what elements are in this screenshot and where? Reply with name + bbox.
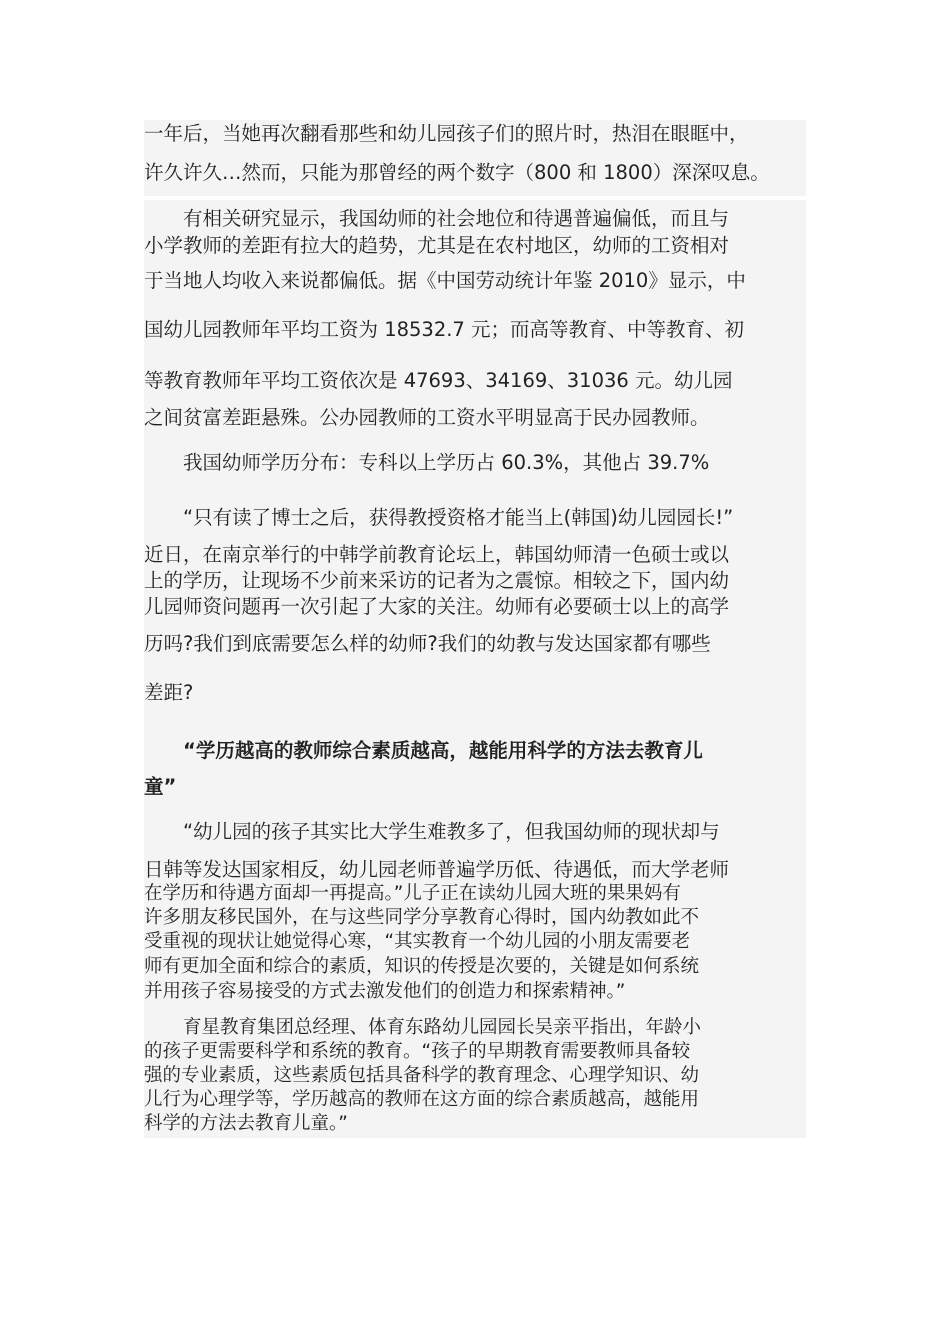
- quote-line: “只有读了博士之后，获得教授资格才能当上(韩国)幼儿园园长!”: [183, 506, 734, 529]
- paragraph-line: 历吗?我们到底需要怎么样的幼师?我们的幼教与发达国家都有哪些: [144, 632, 711, 655]
- paragraph-line: 我国幼师学历分布：专科以上学历占 60.3%，其他占 39.7%: [183, 451, 710, 474]
- paragraph-line: 儿园师资问题再一次引起了大家的关注。幼师有必要硕士以上的高学: [144, 595, 730, 618]
- paragraph-line: 之间贫富差距悬殊。公办园教师的工资水平明显高于民办园教师。: [144, 406, 710, 429]
- paragraph-line: 近日，在南京举行的中韩学前教育论坛上，韩国幼师清一色硕士或以: [144, 543, 730, 566]
- paragraph-line: 并用孩子容易接受的方式去激发他们的创造力和探索精神。”: [144, 981, 626, 1002]
- paragraph-line: 国幼儿园教师年平均工资为 18532.7 元；而高等教育、中等教育、初: [144, 318, 745, 341]
- paragraph-line: 小学教师的差距有拉大的趋势，尤其是在农村地区，幼师的工资相对: [144, 234, 730, 257]
- paragraph-line: 在学历和待遇方面却一再提高。”儿子正在读幼儿园大班的果果妈有: [144, 883, 681, 904]
- paragraph-line: 一年后，当她再次翻看那些和幼儿园孩子们的照片时，热泪在眼眶中，: [144, 122, 749, 145]
- paragraph-line: 于当地人均收入来说都偏低。据《中国劳动统计年鉴 2010》显示，中: [144, 269, 746, 292]
- section-heading: 童”: [144, 775, 177, 798]
- paragraph-line: 儿行为心理学等，学历越高的教师在这方面的综合素质越高，越能用: [144, 1089, 700, 1110]
- paragraph-line: 科学的方法去教育儿童。”: [144, 1113, 348, 1134]
- paragraph-line: 差距?: [144, 681, 194, 704]
- paragraph-line: 许久许久…然而，只能为那曾经的两个数字（800 和 1800）深深叹息。: [144, 161, 770, 184]
- paragraph-line: 受重视的现状让她觉得心寒，“其实教育一个幼儿园的小朋友需要老: [144, 931, 691, 952]
- paragraph-line: “幼儿园的孩子其实比大学生难教多了，但我国幼师的现状却与: [183, 820, 720, 843]
- paragraph-line: 的孩子更需要科学和系统的教育。“孩子的早期教育需要教师具备较: [144, 1041, 691, 1062]
- section-heading: “学历越高的教师综合素质越高，越能用科学的方法去教育儿: [183, 739, 703, 762]
- paragraph-line: 上的学历，让现场不少前来采访的记者为之震惊。相较之下，国内幼: [144, 569, 730, 592]
- paragraph-line: 许多朋友移民国外，在与这些同学分享教育心得时，国内幼教如此不: [144, 907, 700, 928]
- paragraph-line: 等教育教师年平均工资依次是 47693、34169、31036 元。幼儿园: [144, 369, 733, 392]
- paragraph-line: 强的专业素质，这些素质包括具备科学的教育理念、心理学知识、幼: [144, 1065, 700, 1086]
- paragraph-line: 师有更加全面和综合的素质，知识的传授是次要的，关键是如何系统: [144, 956, 700, 977]
- paragraph-line: 有相关研究显示，我国幼师的社会地位和待遇普遍偏低，而且与: [183, 207, 730, 230]
- paragraph-line: 育星教育集团总经理、体育东路幼儿园园长吴亲平指出，年龄小: [183, 1017, 702, 1038]
- paragraph-line: 日韩等发达国家相反，幼儿园老师普遍学历低、待遇低，而大学老师: [144, 858, 730, 881]
